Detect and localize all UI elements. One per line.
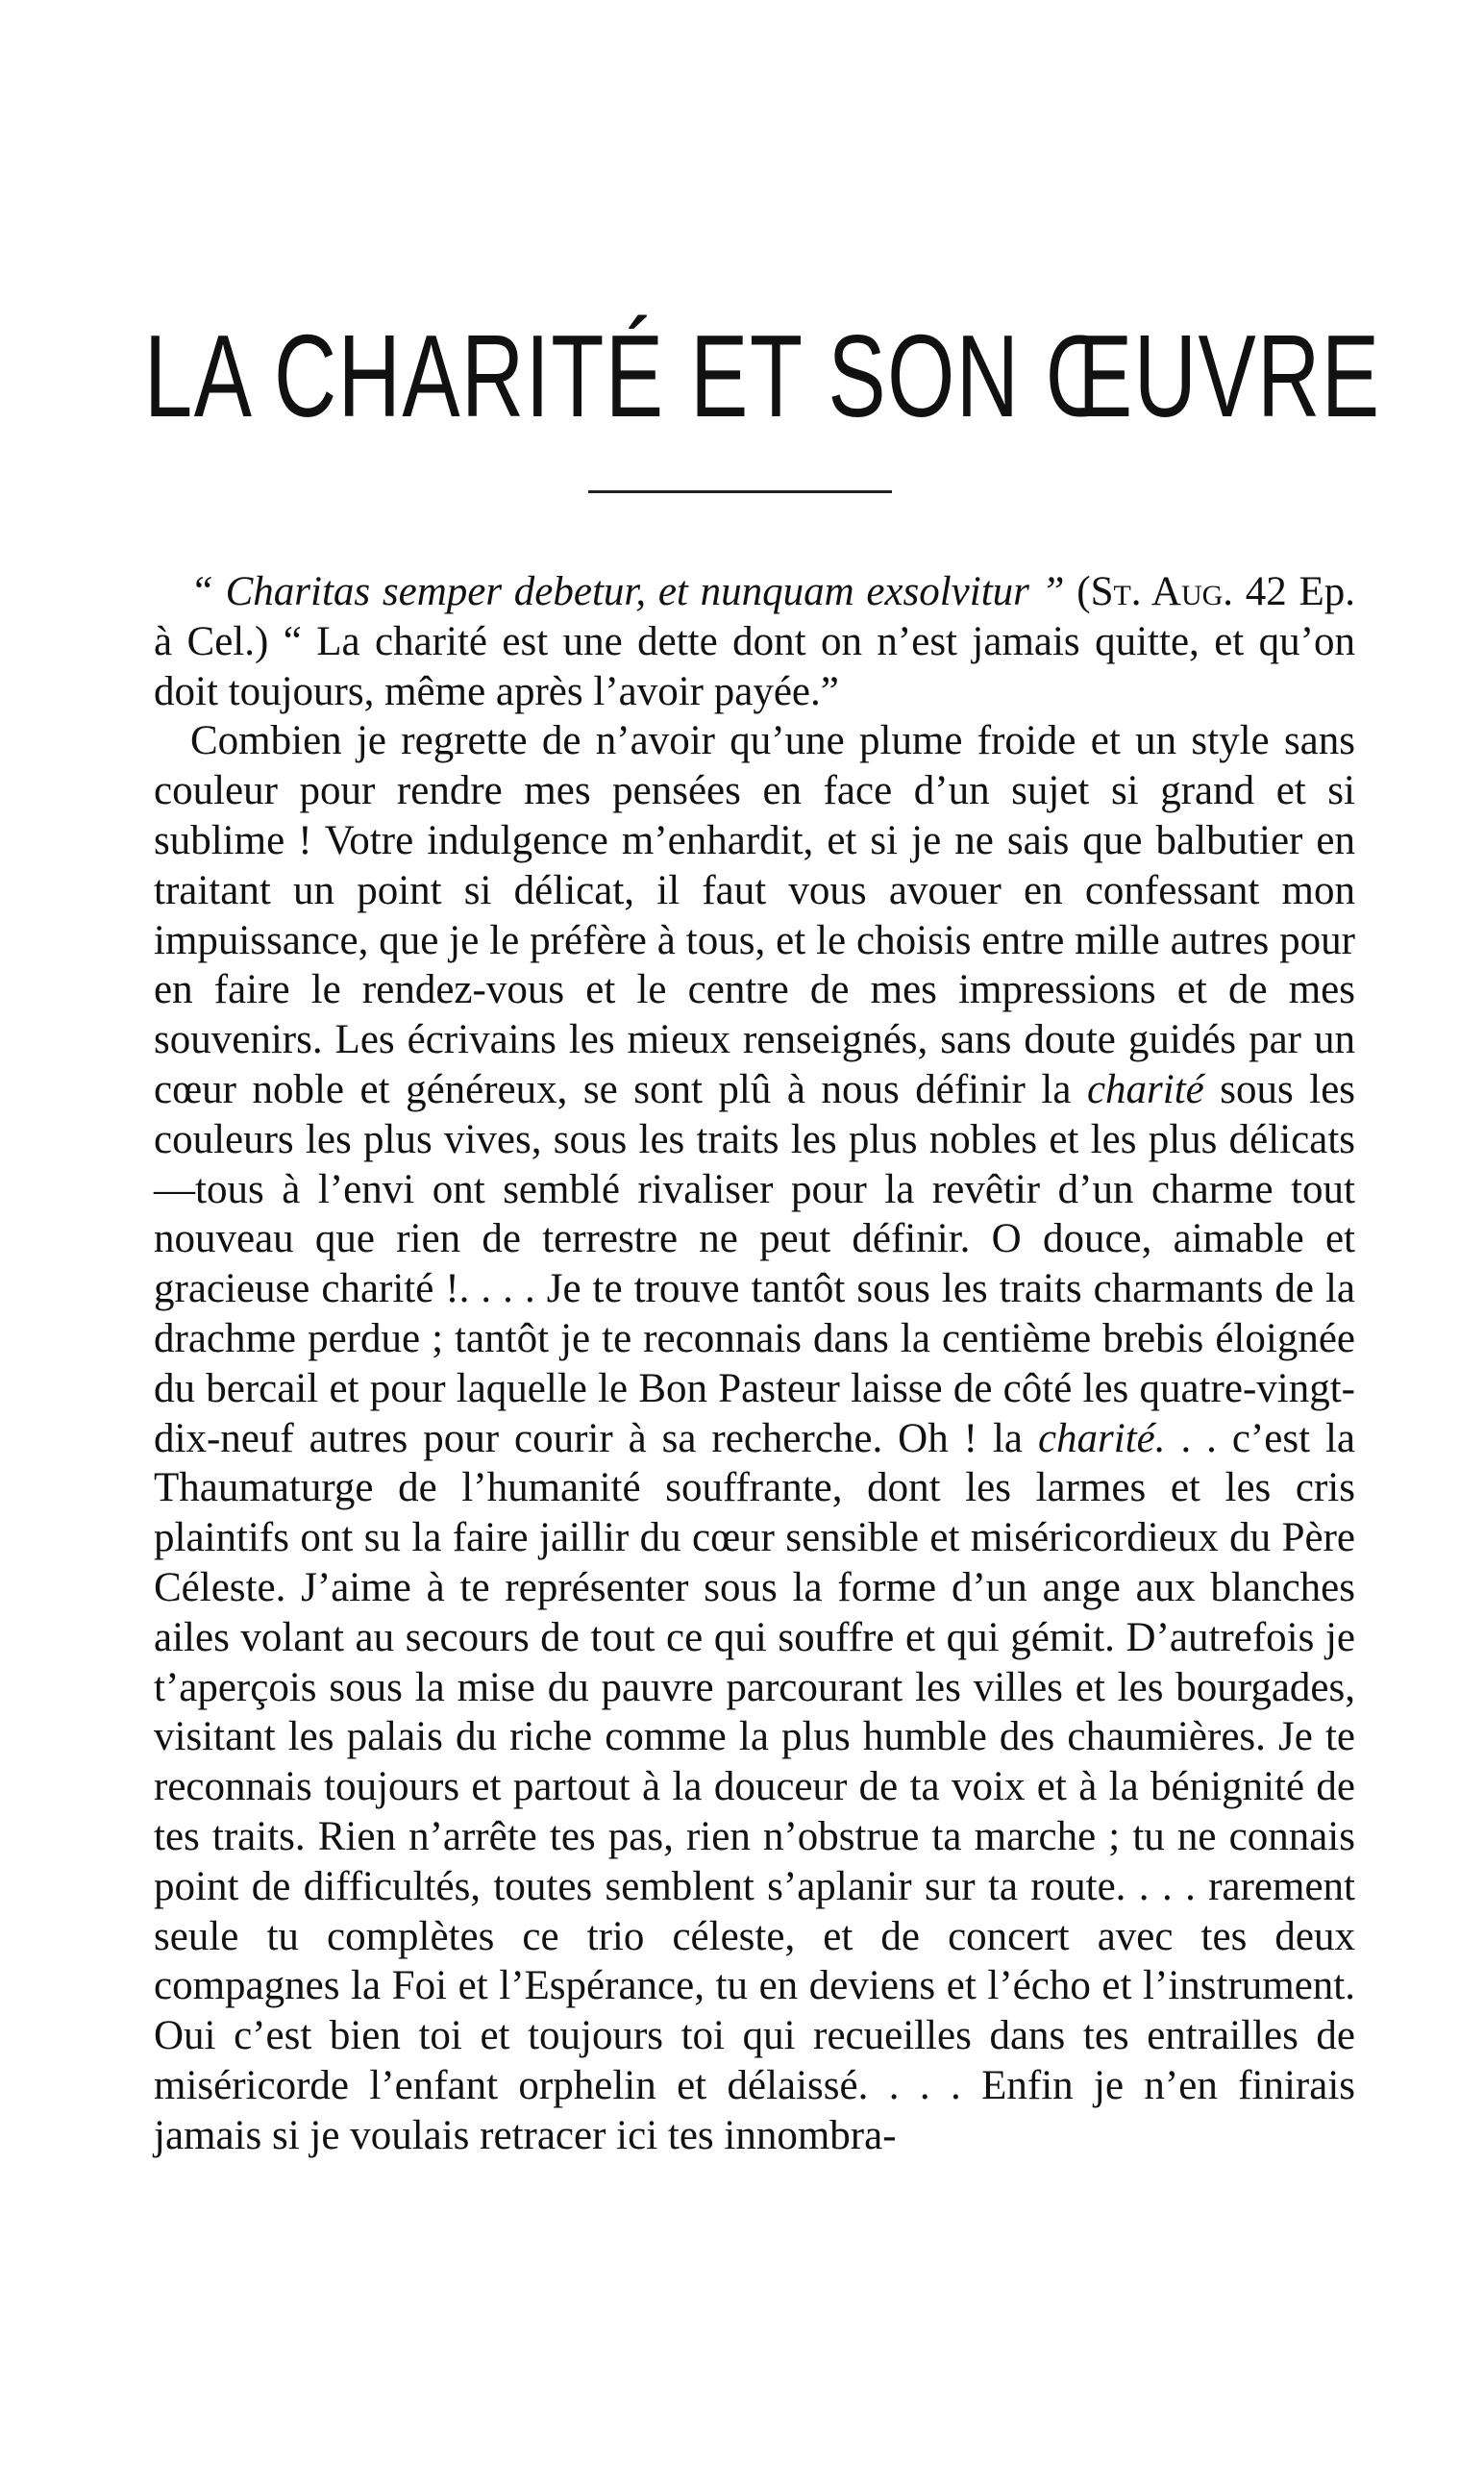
citation-open: ( [1064, 569, 1091, 614]
italic-word: charité [1086, 1066, 1204, 1112]
epigraph-translation: “ La charité est une dette dont on n’est jamais quitte, et qu’on doit toujours, même après l’avoir payée.” [154, 618, 1355, 714]
body-text [154, 567, 1355, 2161]
body-paragraph [154, 716, 1355, 2160]
citation-author: St. Aug. [1090, 569, 1234, 614]
italic-word: charité. [1037, 1415, 1166, 1461]
citation-reference: 42 Ep. à Cel.) [154, 569, 1355, 664]
paragraph-text: Combien je regrette de n’avoir qu’une plume froide et un style sans couleur pour rendre mes pensées en face d’un sujet si grand et si sublime ! Votre indulgence m’enhardit, et si je ne sais que balbutier en traitant un point si délicat, il faut vous avouer en confessant mon impuissance, que je le préfère à tous, et le choisis entre mille autres pour en faire le rendez-vous et le centre de mes impressions et de mes souvenirs. Les écrivains les mieux renseignés, sans doute guidés par un cœur noble et généreux, se sont plû à nous définir la [154, 718, 1355, 1112]
epigraph-paragraph [154, 567, 1355, 716]
title-divider [588, 490, 892, 493]
paragraph-text: . . c’est la Thaumaturge de l’humanité souffrante, dont les larmes et les cris plaintifs ont su la faire jaillir du cœur sensible et miséricordieux du Père Céleste. J’aime à te représenter sous la forme d’un ange aux blanches ailes volant au secours de tout ce qui souffre et qui gémit. D’autrefois je t’aperçois sous la mise du pauvre parcourant les villes et les bourgades, visitant les palais du riche comme la plus humble des chaumières. Je te reconnais toujours et partout à la douceur de ta voix et à la bénignité de tes traits. Rien n’arrête tes pas, rien n’obstrue ta marche ; tu ne connais point de difficultés, toutes semblent s’aplanir sur ta route. . . . rarement seule tu complètes ce trio céleste, et de concert avec tes deux compagnes la Foi et l’Espérance, tu en deviens et l’écho et l’instrument. Oui c’est bien toi et toujours toi qui recueilles dans tes entrailles de miséricorde l’enfant orphelin et délaissé. . . . Enfin je n’en finirais jamais si je voulais retracer ici tes innombra- [154, 1415, 1355, 2158]
paragraph-text: sous les couleurs les plus vives, sous les traits les plus nobles et les plus délicats—tous à l’envi ont semblé rivaliser pour la revêtir d’un charme tout nouveau que rien de terrestre ne peut définir. O douce, aimable et gracieuse charité !. . . . Je te trouve tantôt sous les traits charmants de la drachme perdue ; tantôt je te reconnais dans la centième brebis éloignée du bercail et pour laquelle le Bon Pasteur laisse de côté les quatre-vingt-dix-neuf autres pour courir à sa recherche. Oh ! la [154, 1066, 1356, 1461]
latin-epigraph: “ Charitas semper debetur, et nunquam exsolvitur ” [190, 569, 1065, 614]
page-title: LA CHARITÉ ET SON ŒUVRE [144, 311, 1381, 441]
